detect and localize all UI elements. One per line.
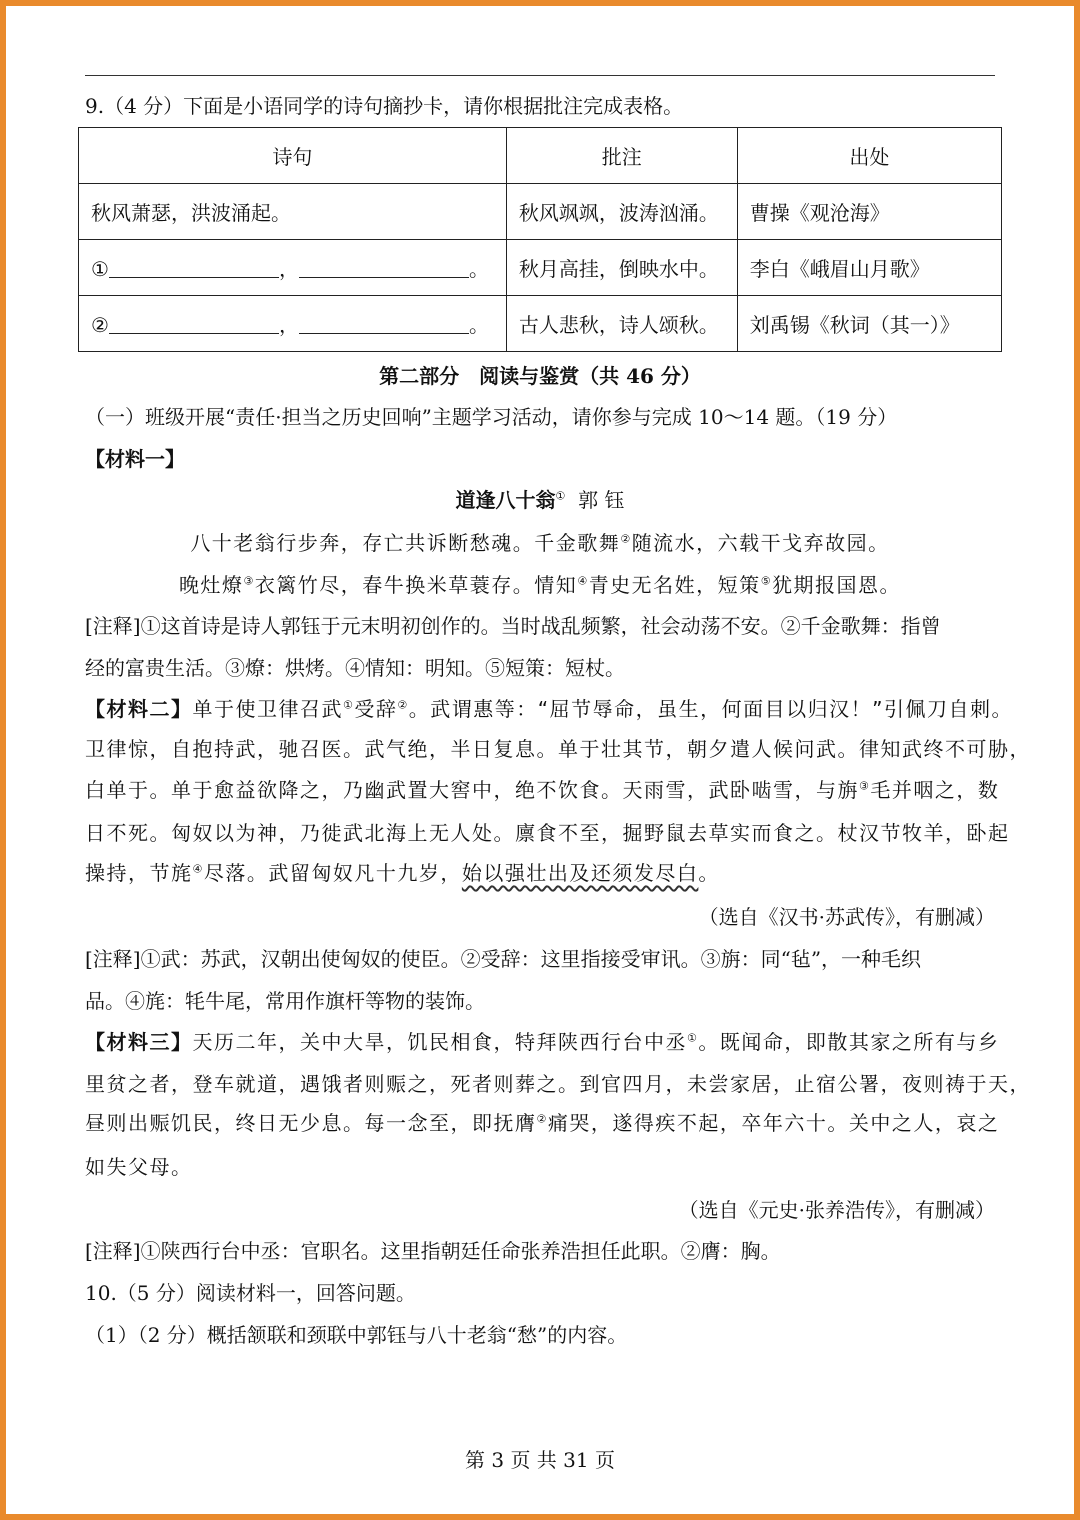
wavy-underlined-sentence: 始以强壮出及还须发尽白 [461,861,699,885]
answer-blank[interactable] [299,311,469,334]
verse-cell-blank [79,296,507,352]
material-2-source: （选自《汉书·苏武传》，有删减） [698,905,995,929]
verse-cell-blank [79,240,507,296]
page-number: 第 3 页 共 31 页 [465,1448,615,1472]
period: 。 [468,313,489,337]
material-2-line-2: 卫律惊，自抱持武，驰召医。武气绝，半日复息。单于壮其节，朝夕遣人候问武。律知武终不可胁， [85,737,1031,761]
material-2-line-1: 【材料二】单于使卫律召武①受辞②。武谓惠等：“屈节辱命，虽生，何面目以归汉！”引佩刀自刺。 [85,697,1013,721]
table-row [79,296,1002,352]
material-3-label: 【材料三】 [85,1030,193,1054]
material-3-line-2: 里贫之者，登车就道，遇饿者则赈之，死者则葬之。到官四月，未尝家居，止宿公署，夜则祷于天， [85,1072,1031,1096]
source-cell: 刘禹锡《秋词（其一）》 [737,296,1001,352]
part-2-title: 第二部分 阅读与鉴赏（共 46 分） [379,364,701,388]
header-note: 批注 [506,128,737,184]
material-3-line-3: 昼则出赈饥民，终日无少息。每一念至，即抚膺②痛哭，遂得疾不起，卒年六十。关中之人，哀之 [85,1111,1000,1135]
note-cell: 秋月高挂，倒映水中。 [506,240,737,296]
material-3-source: （选自《元史·张养浩传》，有删减） [678,1198,995,1222]
material-1-note-line-2: 经的富贵生活。③燎：烘烤。④情知：明知。⑤短策：短杖。 [85,656,625,680]
poem-heading [85,485,995,515]
material-2-line-4: 日不死。匈奴以为神，乃徙武北海上无人处。廪食不至，掘野鼠去草实而食之。杖汉节牧羊，卧起 [85,821,1010,845]
material-3-line-4: 如失父母。 [85,1155,193,1179]
comma: ， [278,313,299,337]
question-10-sub-1: （1）（2 分）概括颔联和颈联中郭钰与八十老翁“愁”的内容。 [85,1323,628,1347]
footnote-mark: ① [555,489,566,503]
comma: ， [278,257,299,281]
material-2-line-3: 白单于。单于愈益欲降之，乃幽武置大窖中，绝不饮食。天雨雪，武卧啮雪，与旃③毛并咽之，数 [85,778,1000,802]
table-row [79,240,1002,296]
answer-blank[interactable] [299,255,469,278]
period: 。 [468,257,489,281]
poem-excerpt-table [78,127,1002,352]
question-9-heading: 9.（4 分）下面是小语同学的诗句摘抄卡，请你根据批注完成表格。 [85,94,684,118]
source-cell: 李白《峨眉山月歌》 [737,240,1001,296]
material-2-label: 【材料二】 [85,697,193,721]
material-1-label: 【材料一】 [85,447,185,471]
header-verse: 诗句 [79,128,507,184]
header-rule [85,75,995,76]
note-cell: 秋风飒飒，波涛汹涌。 [506,184,737,240]
verse-number: ① [91,257,109,281]
poem-title: 道逢八十翁 [455,488,556,512]
material-1-note-line-1: [注释]①这首诗是诗人郭钰于元末明初创作的。当时战乱频繁，社会动荡不安。②千金歌舞：指曾 [85,614,941,638]
table-header-row [79,128,1002,184]
poem-line-2: 晚灶燎③衣篱竹尽，春牛换米草蓑存。情知④青史无名姓，短策⑤犹期报国恩。 [178,573,902,597]
material-2-line-5: 操持，节旄④尽落。武留匈奴凡十九岁，始以强壮出及还须发尽白。 [85,861,720,885]
material-2-note-line-2: 品。④旄：牦牛尾，常用作旗杆等物的装饰。 [85,989,485,1013]
material-2-note-line-1: [注释]①武：苏武，汉朝出使匈奴的使臣。②受辞：这里指接受审讯。③旃：同“毡”，一种毛织 [85,947,922,971]
poem-line-1: 八十老翁行步奔，存亡共诉断愁魂。千金歌舞②随流水，六载干戈弃故园。 [190,531,890,555]
answer-blank[interactable] [109,255,279,278]
material-3-note: [注释]①陕西行台中丞：官职名。这里指朝廷任命张养浩担任此职。②膺：胸。 [85,1239,781,1263]
poem-author: 郭 钰 [578,488,625,512]
answer-blank[interactable] [109,311,279,334]
question-10-heading: 10.（5 分）阅读材料一，回答问题。 [85,1281,416,1305]
source-cell: 曹操《观沧海》 [737,184,1001,240]
section-1-intro: （一）班级开展“责任·担当之历史回响”主题学习活动，请你参与完成 10～14 题。（19 分） [85,405,898,429]
material-3-line-1: 【材料三】天历二年，关中大旱，饥民相食，特拜陕西行台中丞①。既闻命，即散其家之所有与乡 [85,1030,1000,1054]
verse-cell: 秋风萧瑟，洪波涌起。 [79,184,507,240]
header-source: 出处 [737,128,1001,184]
note-cell: 古人悲秋，诗人颂秋。 [506,296,737,352]
verse-number: ② [91,313,109,337]
table-row [79,184,1002,240]
